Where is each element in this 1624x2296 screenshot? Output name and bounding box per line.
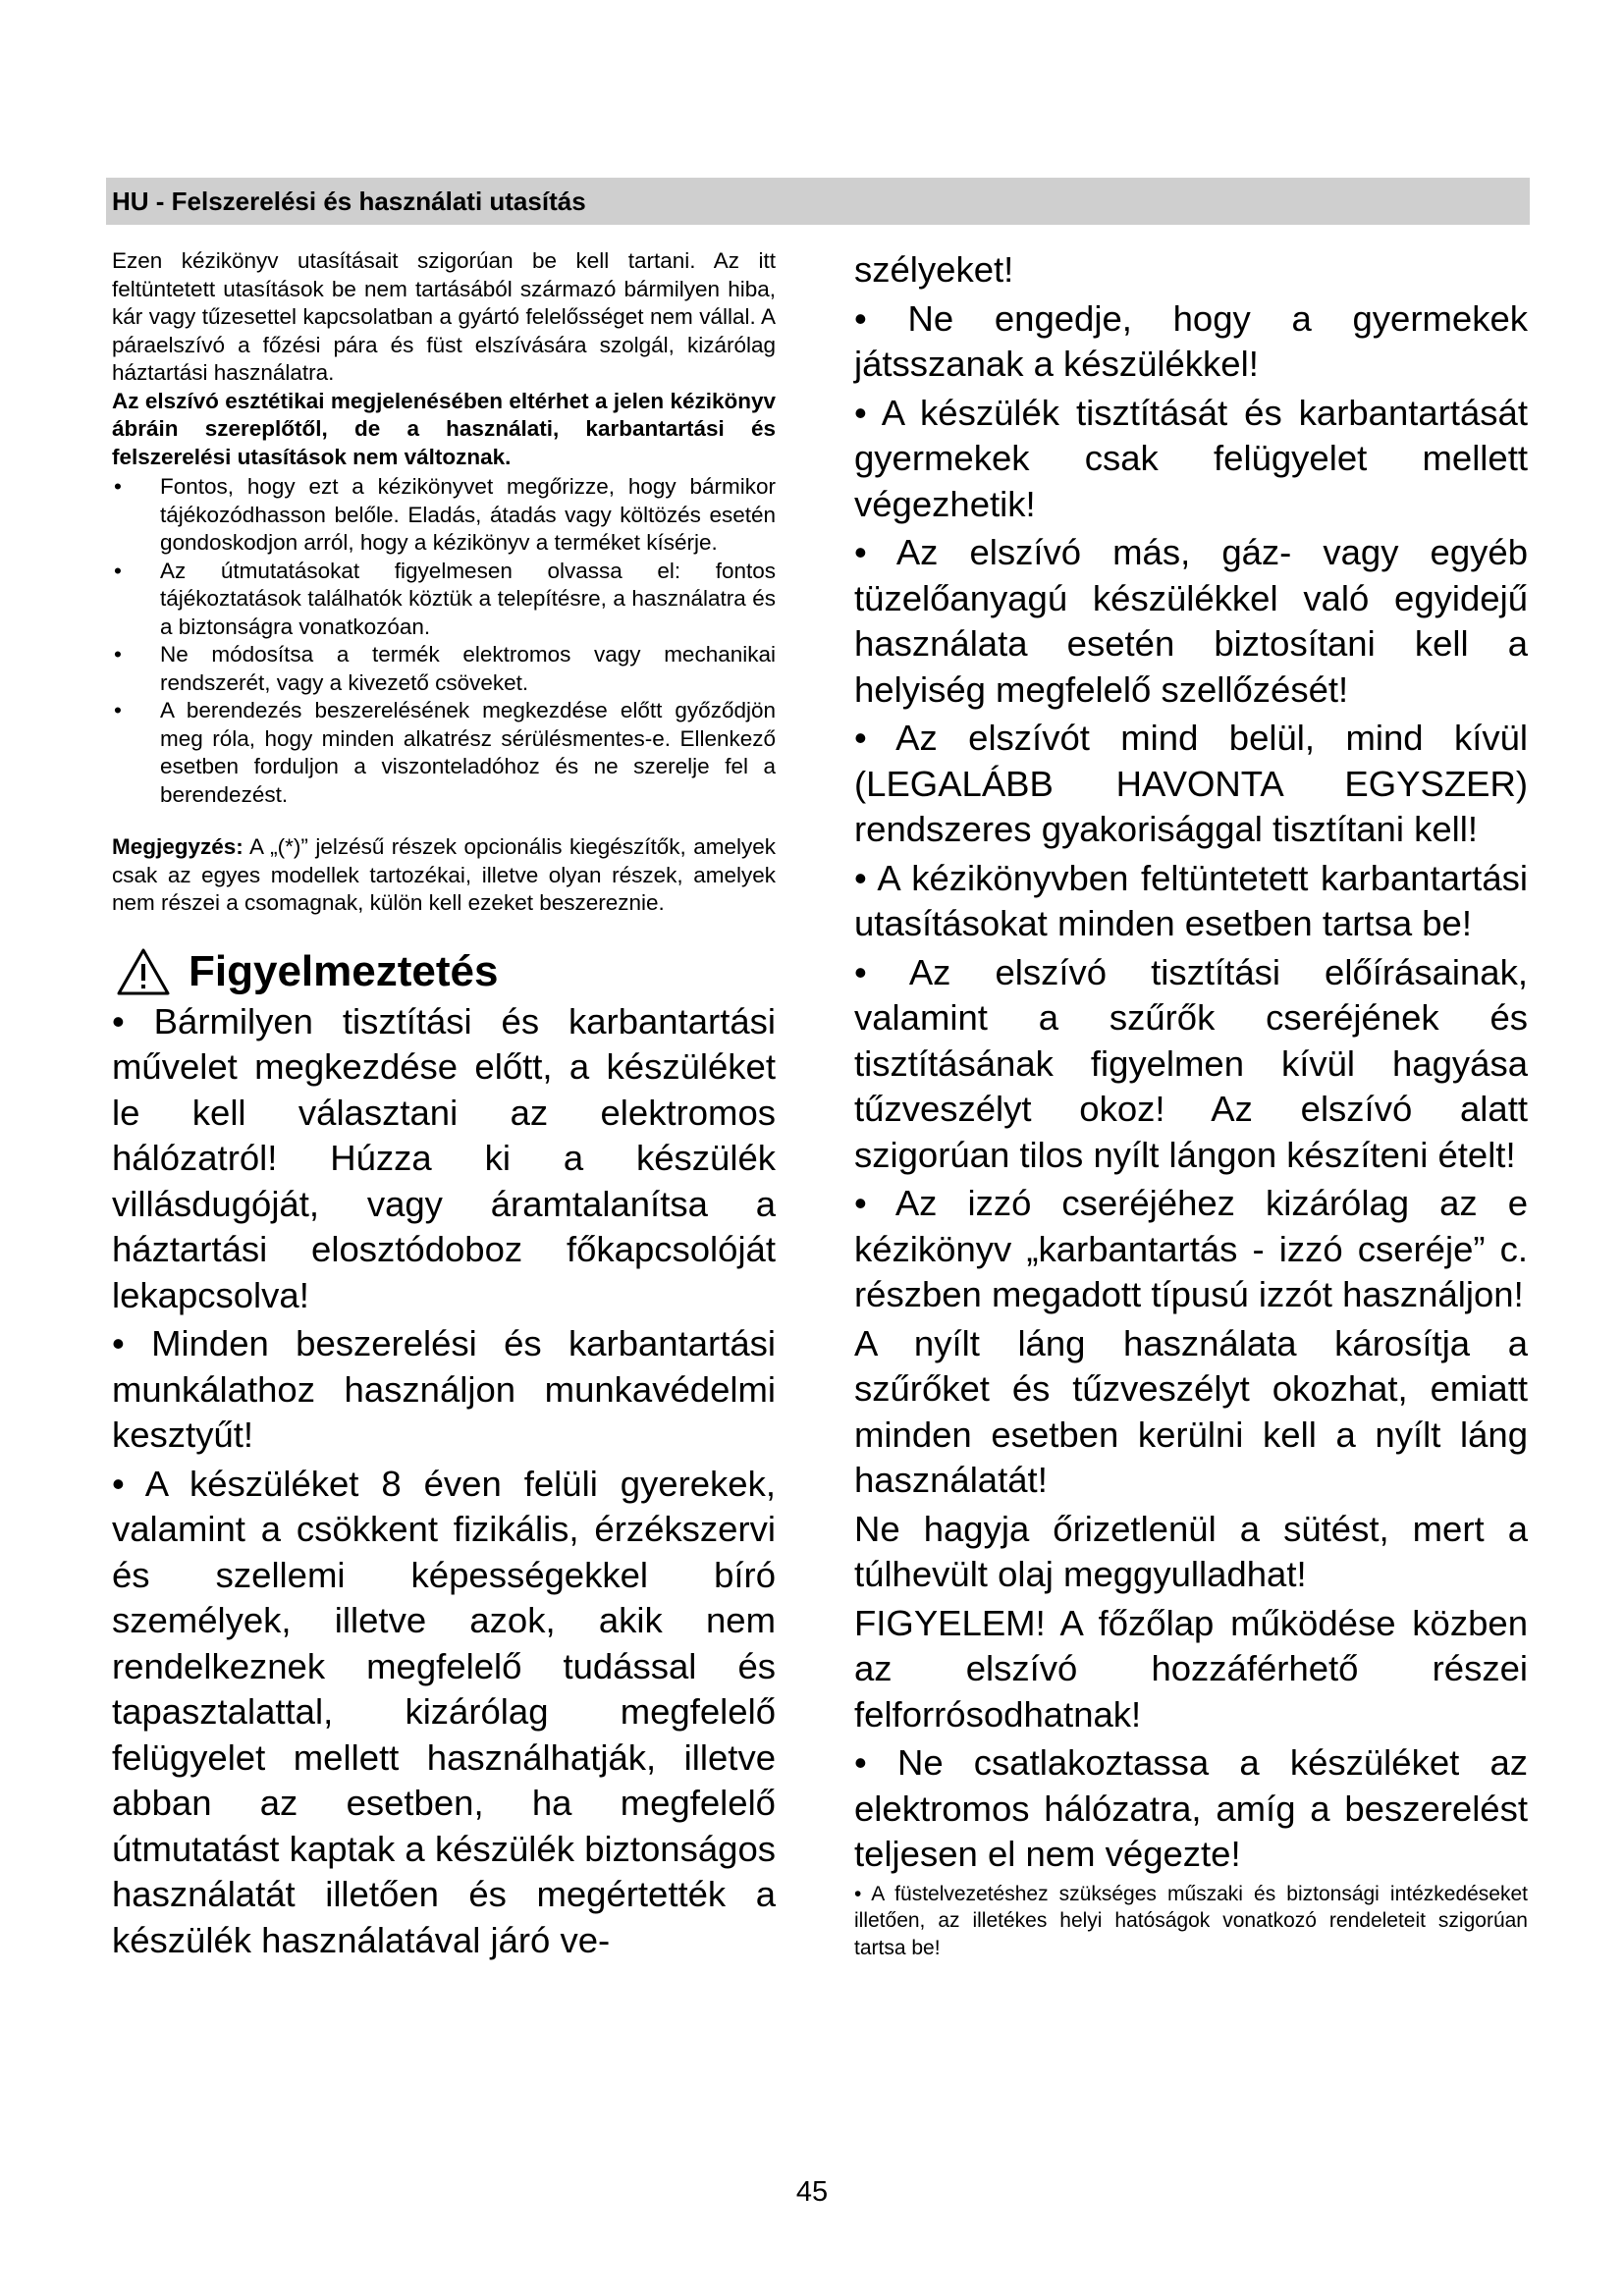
list-item: • Az útmutatásokat figyelmesen olvassa el: fontos tájékoztatások találhatók köztük a telepítésre, a használatra és a biztonságra vonatkozóan. — [114, 558, 776, 639]
left-column — [112, 247, 776, 1966]
warning-heading — [112, 944, 776, 999]
warning-item: • Az elszívót mind belül, mind kívül (LEGALÁBB HAVONTA EGYSZER) rendszeres gyakorisággal tisztítani kell! — [854, 718, 1528, 849]
warning-item: • Az izzó cseréjéhez kizárólag az e kézikönyv „karbantartás - izzó cseréje” c. részben megadott típusú izzót használjon! — [854, 1183, 1528, 1314]
warning-title: Figyelmeztetés — [189, 946, 499, 995]
warning-item: FIGYELEM! A főzőlap működése közben az elszívó hozzáférhető részei felforrósodhatnak! — [854, 1602, 1528, 1735]
warning-item: • Ne csatlakoztassa a készüléket az elektromos hálózatra, amíg a beszerelést teljesen el nem végezte! — [854, 1742, 1528, 1874]
warning-item: • Ne engedje, hogy a gyermekek játsszanak a készülékkel! — [854, 297, 1528, 384]
bullet-icon: • — [114, 474, 122, 499]
warning-item: • A készülék tisztítását és karbantartását gyermekek csak felügyelet mellett végezhetik! — [854, 392, 1528, 524]
warning-item: • Az elszívó más, gáz- vagy egyéb tüzelőanyagú készülékkel való egyidejű használata esetén biztosítani kell a helyiség megfelelő szellőzését! — [854, 532, 1528, 710]
warning-item: • Az elszívó tisztítási előírásainak, valamint a szűrők cseréjének és tisztításának figyelmen kívül hagyása tűzveszélyt okoz! Az elszívó alatt szigorúan tilos nyílt lángon készíteni ételt! — [854, 951, 1528, 1175]
page-number: 45 — [795, 2176, 829, 2208]
warning-item: • Bármilyen tisztítási és karbantartási művelet megkezdése előtt, a készüléket le kell választani az elektromos hálózatról! Húzza ki a készülék villásdugóját, vagy áramtalanítsa a háztartási elosztódoboz főkapcsolóját lekapcsolva! — [112, 1000, 776, 1315]
note-label: Megjegyzés: — [112, 834, 244, 859]
warning-item-continuation: szélyeket! — [854, 249, 1014, 290]
warning-triangle-icon — [116, 947, 171, 996]
intro-bold-paragraph: Az elszívó esztétikai megjelenésében eltérhet a jelen kézikönyv ábráin szereplőtől, de a használati, karbantartási és felszerelési utasítások nem változnak. — [112, 388, 776, 469]
list-item: • A berendezés beszerelésének megkezdése előtt győződjön meg róla, hogy minden alkatrész sérülésmentes-e. Ellenkező esetben forduljon a viszonteladóhoz és ne szerelje fel a berendezést. — [114, 698, 776, 807]
note-text: A „(*)” jelzésű részek opcionális kiegészítők, amelyek csak az egyes modellek tartozékai, illetve olyan részek, amelyek nem részei a csomagnak, külön kell ezeket beszereznie. — [112, 834, 776, 915]
warning-item: • A készüléket 8 éven felüli gyerekek, valamint a csökkent fizikális, érzékszervi és szellemi képességekkel bíró személyek, illetve azok, akik nem rendelkeznek megfelelő tudással és tapasztalattal, kizárólag megfelelő felügyelet mellett használhatják, illetve abban az esetben, ha megfelelő útmutatást kaptak a készülék biztonságos használatát illetően és megértették a készülék használatával járó ve- — [112, 1463, 776, 1960]
right-column — [854, 247, 1528, 1961]
note-paragraph — [112, 833, 776, 918]
section-header — [106, 178, 1530, 225]
bullet-icon: • — [114, 642, 122, 667]
warning-item: A nyílt láng használata károsítja a szűrőket és tűzveszélyt okozhat, emiatt minden esetben kerülni kell a nyílt láng használatát! — [854, 1322, 1528, 1500]
bullet-icon: • — [114, 558, 122, 583]
regulation-note: • A füstelvezetéshez szükséges műszaki és biztonsági intézkedéseket illetően, az illetékes helyi hatóságok vonatkozó rendeleteit szigorúan tartsa be! — [854, 1882, 1528, 1959]
warning-item: Ne hagyja őrizetlenül a sütést, mert a túlhevült olaj meggyulladhat! — [854, 1508, 1528, 1594]
bullet-icon: • — [114, 698, 122, 722]
list-item: • Fontos, hogy ezt a kézikönyvet megőrizze, hogy bármikor tájékozódhasson belőle. Eladás, átadás vagy költözés esetén gondoskodjon arról, hogy a kézikönyv a terméket kísérje. — [114, 474, 776, 555]
warning-item: • Minden beszerelési és karbantartási munkálathoz használjon munkavédelmi kesztyűt! — [112, 1323, 776, 1455]
section-title: HU - Felszerelési és használati utasítás — [112, 187, 586, 216]
intro-bullet-list — [112, 473, 776, 809]
warning-item: • A kézikönyvben feltüntetett karbantartási utasításokat minden esetben tartsa be! — [854, 857, 1528, 943]
list-item: • Ne módosítsa a termék elektromos vagy mechanikai rendszerét, vagy a kivezető csöveket. — [114, 642, 776, 695]
intro-paragraph: Ezen kézikönyv utasításait szigorúan be kell tartani. Az itt feltüntetett utasítások be nem tartásából származó bármilyen hiba, kár vagy tűzesettel kapcsolatban a gyártó felelősséget nem vállal. A páraelszívó a főzési pára és füst elszívására szolgál, kizárólag háztartási használatra. — [112, 248, 776, 385]
